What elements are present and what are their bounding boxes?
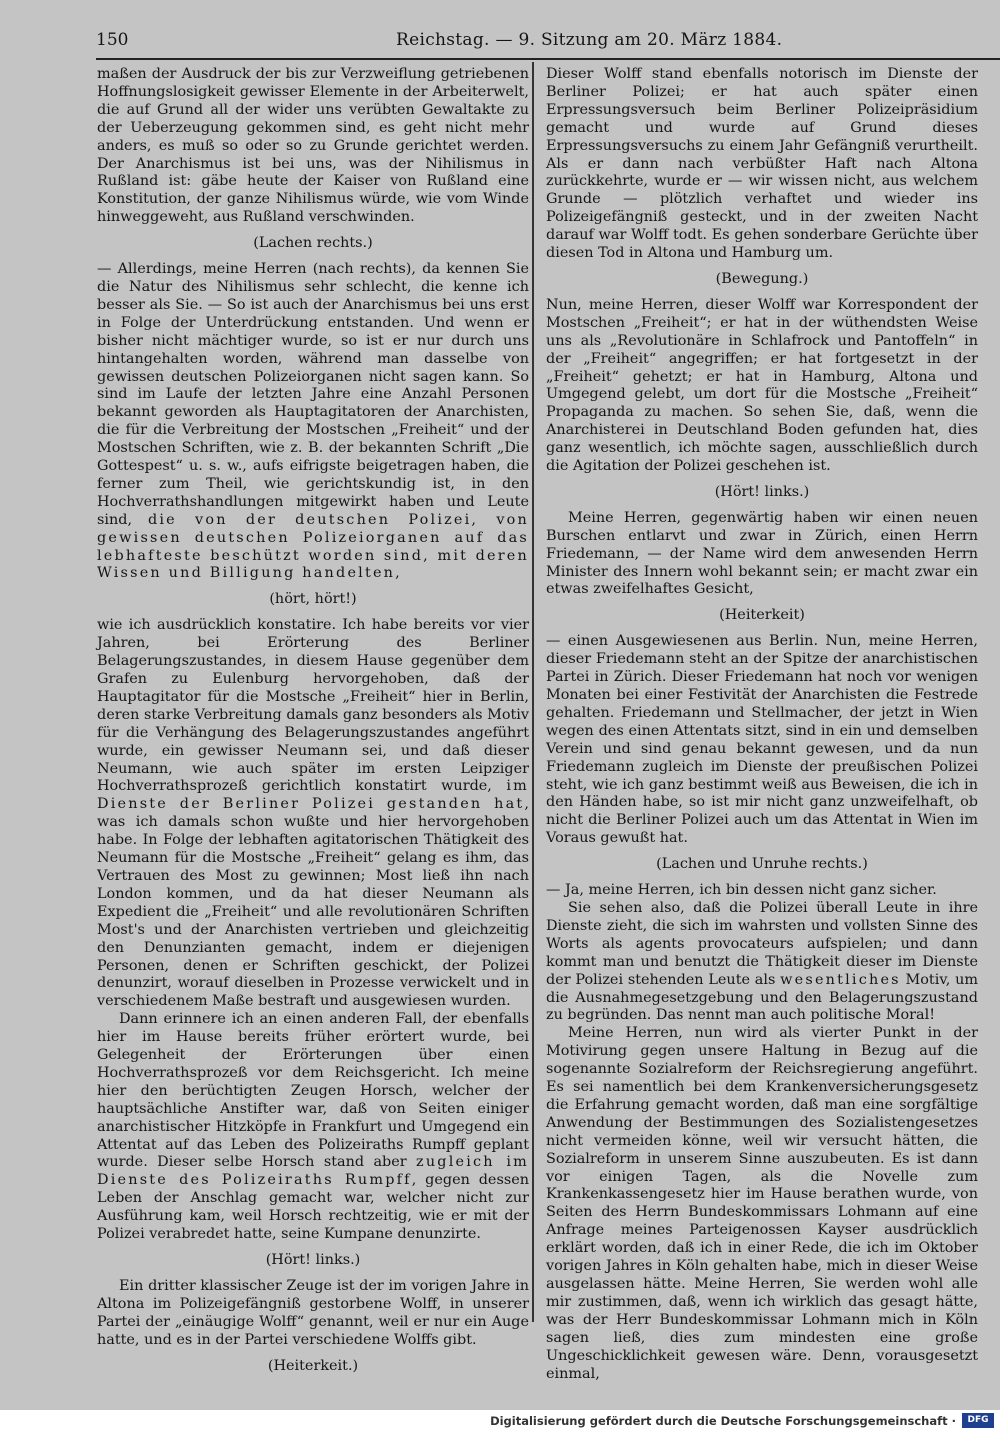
paragraph: Meine Herren, gegenwärtig haben wir einen neuen Burschen entlarvt und zwar in Zürich, einen Herrn Friedemann, — der Name wird dem anwesenden Herrn Minister des Innern wohl bekannt sein; er macht zwar ein etwas zweifelhaftes Gesicht, xyxy=(546,509,978,598)
funding-credit: Digitalisierung gefördert durch die Deutsche Forschungsgemeinschaft · xyxy=(490,1414,956,1428)
text-run: , was ich damals schon wußte und hier hervorgehoben habe. In Folge der lebhaften agitatorischen Thätigkeit des Neumann für die Mostsche „Freiheit“ gelang es ihm, das Vertrauen des Most zu gewinnen; Most ließ ihn nach London kommen, und da hat dieser Neumann als Expedient die „Freiheit“ und alle revolutionären Schriften Most's und der Anarchisten vertrieben und gleichzeitig den Denunzianten gemacht, indem er diejenigen Personen, denen er Schriften geschickt, der Polizei denunzirt, worauf dieselben in Prozesse verwickelt und in verschiedenem Maße bestraft und ausgewiesen wurden. xyxy=(97,796,529,1010)
emphasized-text: die von der deutschen Polizei, von gewissen deutschen Polizeiorganen auf das lebhafteste beschützt worden sind, mit deren Wissen und Billigung handelten, xyxy=(97,511,529,582)
text-run: , gegen dessen Leben der Anschlag gemacht war, welcher nicht zur Ausführung kam, weil Horsch rechtzeitig, wie er mit der Polizei verabredet hatte, seine Kumpane denunzirte. xyxy=(97,1172,529,1243)
column-divider xyxy=(532,62,534,1322)
interjection: (Hört! links.) xyxy=(265,1252,361,1268)
interjection: (Heiterkeit) xyxy=(719,607,805,624)
text-run: wie ich ausdrücklich konstatire. Ich habe bereits vor vier Jahren, bei Erörterung des Berliner Belagerungszustandes, in diesem Hause gegenüber dem Grafen zu Eulenburg hervorgehoben, daß der Hauptagitator für die Mostsche „Freiheit“ hier in Berlin, deren starke Verbreitung damals ganz besonders als Motiv für die Verhängung des Belagerungszustandes angeführt wurde, ein gewisser Neumann sei, und daß dieser Neumann, wie auch später im ersten Leipziger Hochverrathsprozeß gerichtlich konstatirt wurde, xyxy=(97,617,529,795)
text-run: Sie sehen also, daß die Polizei überall Leute in ihre Dienste zieht, die sich im wahrsten und vollsten Sinne des Worts als agents provocateurs aufspielen; und dann kommt man und benutzt die Thätigkeit dieser im Dienste der Polizei stehenden Leute als xyxy=(546,899,978,988)
text-run: Motiv, um die Ausnahmegesetzgebung und den Belagerungszustand zu begründen. Das nennt man auch politische Moral! xyxy=(546,971,979,1024)
paragraph xyxy=(97,1011,529,1244)
emphasized-text: wesentliches xyxy=(780,971,901,988)
paragraph: — einen Ausgewiesenen aus Berlin. Nun, meine Herren, dieser Friedemann steht an der Spitze der anarchistischen Partei in Zürich. Dieser Friedemann hat noch vor wenigen Monaten bei einer Festivität der Anarchisten die Festrede gehalten. Friedemann und Stellmacher, der jetzt in Wien wegen des einen Attentats sitzt, sind in ein und demselben Verein und sind genau bekannt gewesen, und da nun Friedemann zugleich im Dienste der preußischen Polizei steht, wie ich ganz bestimmt weiß aus Beweisen, die ich in den Händen habe, so ist mir nicht ganz unzweifelhaft, ob nicht die Berliner Polizei auch um das Attentat in Wien im Voraus gewußt hat. xyxy=(546,633,978,847)
text-run: — Allerdings, meine Herren (nach rechts), da kennen Sie die Natur des Nihilismus sehr schlecht, die kenne ich besser als Sie. — So ist auch der Anarchismus bei uns erst in Folge der Unterdrückung entstanden. Und wenn er bisher nicht mächtiger wurde, so ist er nur durch uns hintangehalten worden, während man dasselbe von gewissen deutschen Polizeiorganen nicht sagen kann. So sind im Laufe der letzten Jahre eine Anzahl Personen bekannt geworden als Hauptagitatoren der Anarchisten, die für die Verbreitung der Mostschen „Freiheit“ und der Mostschen Schriften, wie z. B. der bekannten Schrift „Die Gottespest“ u. s. w., aufs eifrigste beigetragen haben, die ferner zum Theil, wie gerichtskundig ist, in den Hochverrathshandlungen mitgewirkt haben und Leute sind, xyxy=(97,261,529,528)
footer-bar xyxy=(0,1410,1000,1432)
left-column xyxy=(97,66,529,1383)
paragraph: Nun, meine Herren, dieser Wolff war Korrespondent der Mostschen „Freiheit“; er hat in der wüthendsten Weise uns als „Revolutionäre in Schlafrock und Pantoffeln“ in der „Freiheit“ angegriffen; er hat fortgesetzt in der „Freiheit“ gehetzt; er hat in Hamburg, Altona und Umgegend gelebt, um dort für die Mostsche „Freiheit“ Propaganda zu machen. So sehen Sie, daß, wenn die Anarchisterei in Deutschland Boden gefunden hat, dies ganz wesentlich, ich möchte sagen, ausschließlich durch die Agitation der Polizei geschehen ist. xyxy=(546,296,978,475)
page-number: 150 xyxy=(96,30,129,50)
emphasized-text: zugleich im Dienste des Polizeiraths Rumpff xyxy=(97,1154,530,1189)
paragraph: Meine Herren, nun wird als vierter Punkt in der Motivirung gegen unsere Haltung in Bezug auf die sogenannte Sozialreform der Reichsregierung angeführt. Es sei namentlich bei dem Krankenversicherungsgesetz die Erfahrung gemacht worden, daß man eine sorgfältige Anwendung der Bestimmungen des Sozialistengesetzes nicht vermeiden könne, weil wir versucht hätten, die Sozialreform in unserem Sinne auszubeuten. Es ist dann vor einigen Tagen, als die Novelle zum Krankenkassengesetz hier im Hause berathen wurde, von Seiten des Herrn Bundeskommissars Lohmann auf eine Anfrage meines Parteigenossen Kayser ausdrücklich erklärt worden, daß ich in einer Rede, die ich im Oktober vorigen Jahres in Köln gehalten habe, mich in dieser Weise ausgelassen hätte. Meine Herren, Sie werden wohl alle mir zustimmen, daß, wenn ich wirklich das gesagt hätte, was der Herr Bundeskommissar Lohmann mich in Köln sagen ließ, dies zum mindesten eine große Ungeschicklichkeit gewesen wäre. Denn, vorausgesetzt einmal, xyxy=(546,1025,978,1382)
paragraph: Ein dritter klassischer Zeuge ist der im vorigen Jahre in Altona im Polizeigefängniß gestorbene Wolff, in unserer Partei der „einäugige Wolff“ genannt, weil er nur ein Auge hatte, und es in der Partei verschiedene Wolffs gibt. xyxy=(97,1277,529,1348)
paragraph xyxy=(97,617,529,1011)
page-header xyxy=(96,30,996,56)
text-run: Dann erinnere ich an einen anderen Fall, der ebenfalls hier im Hause bereits früher erörtert wurde, bei Gelegenheit der Erörterungen über einen Hochverrathsprozeß vor dem Reichsgericht. Ich meine hier den berüchtigten Zeugen Horsch, welcher der hauptsächliche Anstifter war, daß von Seiten einiger anarchistischer Hitzköpfe in Frankfurt und Umgegend ein Attentat auf das Leben des Polizeiraths Rumpff geplant wurde. Dieser selbe Horsch stand aber xyxy=(97,1011,529,1171)
interjection: (Lachen rechts.) xyxy=(253,235,373,252)
interjection: (Bewegung.) xyxy=(715,270,809,287)
interjection: (Hört! links.) xyxy=(714,483,810,500)
header-rule xyxy=(96,58,1000,60)
interjection: (Heiterkeit.) xyxy=(267,1357,359,1374)
emphasized-text: im Dienste der Berliner Polizei gestanden hat xyxy=(97,778,529,813)
interjection: (Lachen und Unruhe rechts.) xyxy=(656,856,868,873)
paragraph: maßen der Ausdruck der bis zur Verzweiflung getriebenen Hoffnungslosigkeit gewisser Elemente in der Arbeiterwelt, die auf Grund all der wider uns verübten Gewaltakte zu der Ueberzeugung gekommen sind, es geht nicht mehr anders, es muß so oder so zu Grunde gerichtet werden. Der Anarchismus ist bei uns, was der Nihilismus in Rußland ist: gäbe heute der Kaiser von Rußland eine Konstitution, der ganze Nihilismus würde, wie vom Winde hinweggeweht, aus Rußland verschwinden. xyxy=(97,66,529,226)
page-title: Reichstag. — 9. Sitzung am 20. März 1884. xyxy=(396,30,783,50)
paragraph xyxy=(546,900,978,1025)
right-column xyxy=(546,66,978,1383)
paragraph: — Ja, meine Herren, ich bin dessen nicht ganz sicher. xyxy=(546,882,937,899)
paragraph xyxy=(97,261,529,583)
interjection: (hört, hört!) xyxy=(269,591,357,608)
dfg-logo[interactable]: DFG xyxy=(962,1413,994,1428)
paragraph: Dieser Wolff stand ebenfalls notorisch im Dienste der Berliner Polizei; er hat auch später einen Erpressungsversuch beim Berliner Polizeipräsidium gemacht und wurde auf Grund dieses Erpressungsversuchs zu einem Jahr Gefängniß verurtheilt. Als er dann nach verbüßter Haft nach Altona zurückkehrte, wurde er — wir wissen nicht, aus welchem Grunde — plötzlich verhaftet und wieder ins Polizeigefängniß gesteckt, und in der zweiten Nacht darauf war Wolff todt. Es gehen sonderbare Gerüchte über diesen Tod in Altona und Hamburg um. xyxy=(546,66,978,262)
